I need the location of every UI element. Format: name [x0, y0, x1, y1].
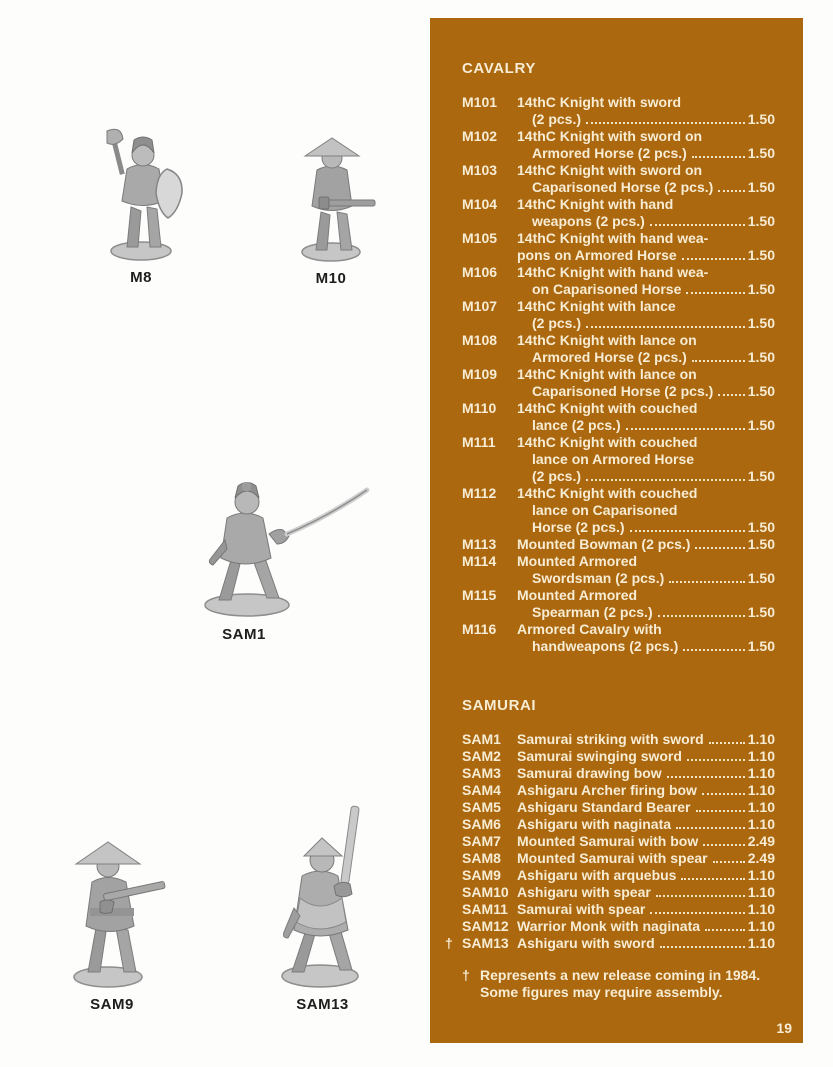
price-list-item-sam13 [445, 935, 775, 952]
dot-leader [683, 649, 745, 651]
item-price: 1.10 [747, 816, 775, 832]
item-line: 14thC Knight with sword on [517, 128, 703, 144]
item-text: Ashigaru with naginata [517, 816, 672, 832]
ashigaru-with-sword-icon [250, 798, 395, 990]
item-code: SAM11 [462, 901, 508, 917]
item-line [517, 867, 775, 884]
item-price: 1.50 [747, 536, 775, 552]
item-code: M103 [462, 162, 498, 178]
item-description [517, 587, 775, 621]
item-line [517, 213, 775, 230]
page-number: 19 [776, 1020, 792, 1036]
item-price: 1.10 [747, 901, 775, 917]
item-text: Ashigaru Standard Bearer [517, 799, 691, 815]
item-description [517, 196, 775, 230]
item-description [517, 366, 775, 400]
item-text: Ashigaru with spear [517, 884, 651, 900]
item-price: 1.50 [747, 417, 775, 433]
new-release-dagger-icon: † [445, 935, 453, 951]
dot-leader [676, 827, 745, 829]
item-line: 14thC Knight with couched [517, 485, 698, 501]
price-list-item-m105 [462, 230, 775, 264]
item-price: 1.50 [747, 519, 775, 535]
item-code: M116 [462, 621, 497, 637]
item-line [517, 281, 775, 298]
item-line [517, 901, 775, 918]
item-code: M105 [462, 230, 498, 246]
knight-with-axe-and-shield-icon [85, 103, 197, 263]
item-description [517, 94, 775, 128]
price-list-item-sam9 [462, 867, 775, 884]
dot-leader [692, 360, 745, 362]
item-code: M109 [462, 366, 498, 382]
item-description [517, 782, 775, 799]
item-text: Swordsman (2 pcs.) [532, 570, 665, 586]
item-price: 1.50 [747, 247, 775, 263]
item-text: (2 pcs.) [532, 315, 582, 331]
price-list-item-sam2 [462, 748, 775, 765]
item-text: Ashigaru with sword [517, 935, 655, 951]
dot-leader [682, 258, 745, 260]
dot-leader [586, 326, 745, 328]
item-description [517, 485, 775, 536]
item-text: Warrior Monk with naginata [517, 918, 701, 934]
dot-leader [650, 224, 745, 226]
item-description [517, 816, 775, 833]
item-code: M110 [462, 400, 497, 416]
item-text: Caparisoned Horse (2 pcs.) [532, 179, 714, 195]
item-code: SAM2 [462, 748, 501, 764]
section-title: SAMURAI [462, 697, 537, 714]
price-list-item-sam11 [462, 901, 775, 918]
figure-label: SAM1 [222, 626, 266, 643]
item-price: 1.50 [747, 604, 775, 620]
item-price: 1.50 [747, 281, 775, 297]
item-description [517, 765, 775, 782]
price-panel [430, 18, 803, 1043]
item-description [517, 850, 775, 867]
dot-leader [650, 912, 744, 914]
dot-leader [586, 479, 745, 481]
item-line [517, 850, 775, 867]
price-list-item-sam5 [462, 799, 775, 816]
price-list-item-sam1 [462, 731, 775, 748]
item-code: SAM13 [462, 935, 509, 951]
item-line [517, 519, 775, 536]
item-description [517, 434, 775, 485]
item-text: lance (2 pcs.) [532, 417, 621, 433]
figure-photo-sam9 [52, 810, 172, 1013]
dot-leader [696, 810, 745, 812]
item-code: SAM5 [462, 799, 501, 815]
item-line: 14thC Knight with hand [517, 196, 674, 212]
ashigaru-with-arquebus-icon [52, 810, 172, 990]
item-description [517, 162, 775, 196]
item-line [517, 468, 775, 485]
item-code: SAM7 [462, 833, 501, 849]
item-line [517, 799, 775, 816]
item-text: Ashigaru Archer firing bow [517, 782, 697, 798]
price-list-item-sam3 [462, 765, 775, 782]
item-code: SAM12 [462, 918, 509, 934]
figure-photo-m8 [85, 103, 197, 286]
item-description [517, 867, 775, 884]
item-code: SAM8 [462, 850, 501, 866]
item-code: M107 [462, 298, 498, 314]
item-code: M104 [462, 196, 498, 212]
item-price: 2.49 [747, 833, 775, 849]
price-list-item-m104 [462, 196, 775, 230]
price-list-item-m109 [462, 366, 775, 400]
item-description [517, 332, 775, 366]
section-samurai [445, 697, 775, 952]
item-line: 14thC Knight with lance on [517, 332, 697, 348]
item-line: 14thC Knight with sword [517, 94, 682, 110]
item-line [517, 816, 775, 833]
item-line: 14thC Knight with sword on [517, 162, 703, 178]
item-text: Horse (2 pcs.) [532, 519, 625, 535]
item-line [517, 918, 775, 935]
item-description [517, 264, 775, 298]
item-price: 1.50 [747, 468, 775, 484]
item-price: 2.49 [747, 850, 775, 866]
item-line: 14thC Knight with hand wea- [517, 230, 709, 246]
item-line: lance on Caparisoned [532, 502, 678, 518]
item-text: Samurai with spear [517, 901, 646, 917]
item-description [517, 884, 775, 901]
dot-leader [681, 878, 744, 880]
item-line [517, 604, 775, 621]
section-title: CAVALRY [462, 60, 536, 77]
dot-leader [709, 742, 745, 744]
item-price: 1.50 [747, 315, 775, 331]
item-code: SAM10 [462, 884, 509, 900]
item-line: 14thC Knight with couched [517, 400, 698, 416]
price-list-item-sam8 [462, 850, 775, 867]
dot-leader [667, 776, 745, 778]
figure-photo-sam13 [250, 798, 395, 1013]
dot-leader [686, 292, 744, 294]
item-line [517, 145, 775, 162]
item-price: 1.10 [747, 799, 775, 815]
footnote [462, 967, 775, 1001]
item-line [517, 782, 775, 799]
item-line [517, 247, 775, 264]
new-release-dagger-icon: † [462, 967, 470, 983]
item-line [517, 833, 775, 850]
dot-leader [703, 844, 745, 846]
dot-leader [626, 428, 745, 430]
dot-leader [656, 895, 745, 897]
section-cavalry [462, 60, 775, 655]
dot-leader [669, 581, 744, 583]
item-line: 14thC Knight with couched [517, 434, 698, 450]
price-list-item-m115 [462, 587, 775, 621]
price-list-item-m110 [462, 400, 775, 434]
item-text: (2 pcs.) [532, 111, 582, 127]
dot-leader [713, 861, 745, 863]
item-code: M111 [462, 434, 496, 450]
item-text: on Caparisoned Horse [532, 281, 682, 297]
figure-label: M10 [315, 270, 347, 287]
dot-leader [702, 793, 745, 795]
item-code: M115 [462, 587, 497, 603]
item-line [517, 179, 775, 196]
item-description [517, 536, 775, 553]
item-code: SAM6 [462, 816, 501, 832]
dot-leader [630, 530, 745, 532]
price-list-item-m111 [462, 434, 775, 485]
dot-leader [660, 946, 745, 948]
price-list-item-m103 [462, 162, 775, 196]
figure-photo-sam1 [185, 442, 375, 643]
price-list-item-sam12 [462, 918, 775, 935]
figure-label: SAM13 [296, 996, 349, 1013]
item-line [517, 570, 775, 587]
item-code: M113 [462, 536, 497, 552]
item-line [517, 536, 775, 553]
item-text: Spearman (2 pcs.) [532, 604, 653, 620]
item-line [517, 349, 775, 366]
item-price: 1.10 [747, 782, 775, 798]
item-code: M101 [462, 94, 498, 110]
price-list-item-m102 [462, 128, 775, 162]
item-description [517, 621, 775, 655]
price-list-item-m108 [462, 332, 775, 366]
item-code: SAM9 [462, 867, 501, 883]
price-sections [445, 60, 775, 952]
item-description [517, 553, 775, 587]
item-text: weapons (2 pcs.) [532, 213, 645, 229]
item-price: 1.50 [747, 111, 775, 127]
item-code: M114 [462, 553, 497, 569]
dot-leader [705, 929, 745, 931]
item-price: 1.50 [747, 213, 775, 229]
footnote-line: Represents a new release coming in 1984. [480, 967, 761, 983]
item-code: SAM3 [462, 765, 501, 781]
samurai-striking-with-sword-icon [185, 442, 375, 620]
item-line [517, 417, 775, 434]
item-line [517, 765, 775, 782]
dot-leader [718, 394, 744, 396]
item-text: Samurai striking with sword [517, 731, 704, 747]
item-price: 1.50 [747, 383, 775, 399]
item-code: M102 [462, 128, 498, 144]
item-price: 1.10 [747, 867, 775, 883]
item-line: 14thC Knight with lance [517, 298, 676, 314]
item-text: Mounted Bowman (2 pcs.) [517, 536, 691, 552]
item-line [517, 884, 775, 901]
item-line [517, 315, 775, 332]
figure-photo-m10 [275, 112, 387, 287]
item-line [517, 111, 775, 128]
item-price: 1.50 [747, 570, 775, 586]
item-code: M108 [462, 332, 498, 348]
item-text: handweapons (2 pcs.) [532, 638, 679, 654]
item-description [517, 833, 775, 850]
item-description [517, 918, 775, 935]
item-line: 14thC Knight with hand wea- [517, 264, 709, 280]
dot-leader [658, 615, 745, 617]
item-line: 14thC Knight with lance on [517, 366, 697, 382]
item-line [517, 935, 775, 952]
item-text: Caparisoned Horse (2 pcs.) [532, 383, 714, 399]
item-text: Samurai drawing bow [517, 765, 662, 781]
item-price: 1.50 [747, 145, 775, 161]
price-list-item-sam10 [462, 884, 775, 901]
footnote-text [480, 967, 760, 1001]
footnote-line: Some figures may require assembly. [480, 984, 723, 1000]
item-text: (2 pcs.) [532, 468, 582, 484]
item-line: Mounted Armored [517, 553, 638, 569]
price-list-item-m107 [462, 298, 775, 332]
item-price: 1.10 [747, 935, 775, 951]
item-price: 1.50 [747, 179, 775, 195]
item-price: 1.10 [747, 748, 775, 764]
item-text: Armored Horse (2 pcs.) [532, 145, 687, 161]
item-line: Armored Cavalry with [517, 621, 662, 637]
item-line: lance on Armored Horse [532, 451, 695, 467]
dot-leader [692, 156, 745, 158]
item-text: Armored Horse (2 pcs.) [532, 349, 687, 365]
item-price: 1.10 [747, 918, 775, 934]
price-list-item-sam4 [462, 782, 775, 799]
item-line: Mounted Armored [517, 587, 638, 603]
dot-leader [695, 547, 744, 549]
figure-label: M8 [130, 269, 152, 286]
price-list-item-m101 [462, 94, 775, 128]
dot-leader [718, 190, 744, 192]
price-list-item-m116 [462, 621, 775, 655]
price-list-item-sam7 [462, 833, 775, 850]
item-code: M106 [462, 264, 498, 280]
item-text: Ashigaru with arquebus [517, 867, 677, 883]
item-description [517, 935, 775, 952]
price-list-item-m106 [462, 264, 775, 298]
item-price: 1.50 [747, 638, 775, 654]
item-price: 1.10 [747, 731, 775, 747]
item-description [517, 748, 775, 765]
dot-leader [687, 759, 745, 761]
item-description [517, 128, 775, 162]
price-list-item-m114 [462, 553, 775, 587]
price-list-item-sam6 [462, 816, 775, 833]
item-text: Mounted Samurai with spear [517, 850, 708, 866]
item-description [517, 901, 775, 918]
item-code: SAM4 [462, 782, 501, 798]
price-list-item-m112 [462, 485, 775, 536]
item-price: 1.10 [747, 884, 775, 900]
item-description [517, 230, 775, 264]
item-code: M112 [462, 485, 497, 501]
price-list-item-m113 [462, 536, 775, 553]
item-description [517, 799, 775, 816]
item-description [517, 400, 775, 434]
item-text: Samurai swinging sword [517, 748, 682, 764]
item-price: 1.50 [747, 349, 775, 365]
dot-leader [586, 122, 745, 124]
figure-label: SAM9 [90, 996, 134, 1013]
item-description [517, 298, 775, 332]
item-line [517, 748, 775, 765]
item-line [517, 638, 775, 655]
item-code: SAM1 [462, 731, 501, 747]
item-line [517, 383, 775, 400]
item-text: pons on Armored Horse [517, 247, 677, 263]
soldier-with-sword-icon [275, 112, 387, 264]
item-price: 1.10 [747, 765, 775, 781]
item-text: Mounted Samurai with bow [517, 833, 699, 849]
item-line [517, 731, 775, 748]
item-description [517, 731, 775, 748]
